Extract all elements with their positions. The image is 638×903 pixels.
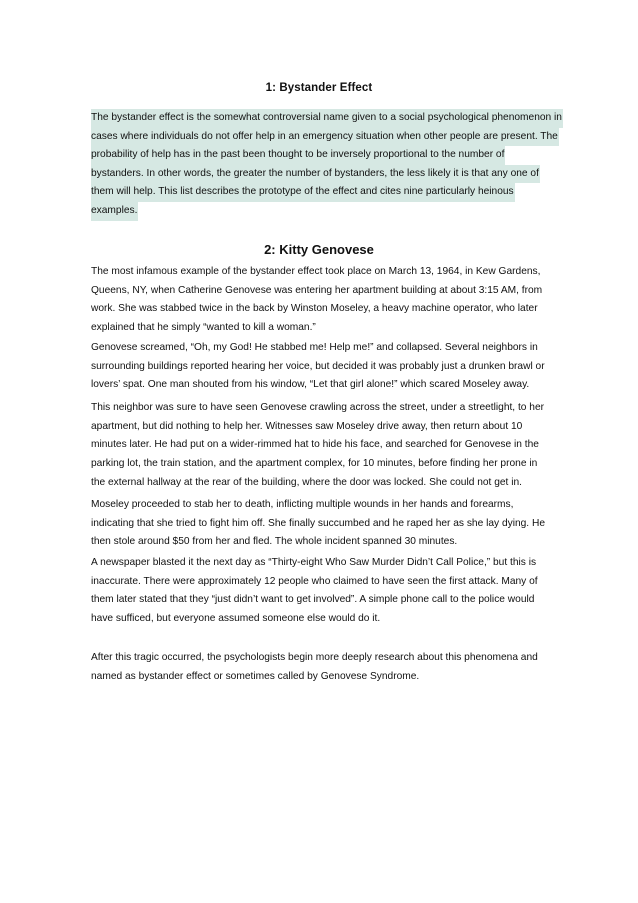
body-paragraph bbox=[91, 263, 594, 338]
text-line: minutes later. He had put on a wider-rimmed hat to hide his face, and searched for Genovese in the bbox=[91, 439, 539, 451]
section-title-bystander-effect: 1: Bystander Effect bbox=[265, 82, 373, 94]
text-line: Moseley proceeded to stab her to death, inflicting multiple wounds in her hands and forearms, bbox=[91, 499, 514, 510]
text-line: explained that he simply “wanted to kill a woman.” bbox=[91, 322, 316, 334]
highlighted-line: probability of help has in the past been thought to be inversely proportional to the number of bbox=[91, 146, 505, 165]
highlighted-line: examples. bbox=[91, 202, 138, 221]
body-paragraph bbox=[91, 554, 594, 629]
highlighted-line: The bystander effect is the somewhat controversial name given to a social psychological phenomenon in bbox=[91, 109, 563, 128]
text-line: lovers’ spat. One man shouted from his window, “Let that girl alone!” which scared Moseley away. bbox=[91, 379, 530, 391]
section-title-kitty-genovese: 2: Kitty Genovese bbox=[264, 242, 374, 257]
highlighted-line: them will help. This list describes the prototype of the effect and cites nine particularly heinous bbox=[91, 183, 515, 202]
text-line: indicating that she tried to fight him off. She finally succumbed and he raped her as she lay dying. He bbox=[91, 517, 545, 529]
text-line: The most infamous example of the bystander effect took place on March 13, 1964, in Kew Gardens, bbox=[91, 266, 541, 277]
text-line: parking lot, the train station, and the apartment complex, for 10 minutes, before finding her prone in bbox=[91, 458, 538, 470]
body-paragraph bbox=[91, 649, 594, 686]
text-line: surrounding buildings reported hearing her voice, but decided it was probably just a drunken brawl or bbox=[91, 360, 545, 372]
text-line: them later stated that they “just didn’t want to get involved”. A simple phone call to the police would bbox=[91, 594, 535, 606]
text-line: This neighbor was sure to have seen Genovese crawling across the street, under a streetlight, to her bbox=[91, 402, 545, 413]
text-line: After this tragic occurred, the psychologists begin more deeply research about this phenomena and bbox=[91, 652, 538, 663]
text-line: Genovese screamed, “Oh, my God! He stabbed me! Help me!” and collapsed. Several neighbors in bbox=[91, 342, 538, 353]
text-line: Queens, NY, when Catherine Genovese was entering her apartment building at about 3:15 AM, from bbox=[91, 284, 543, 296]
text-line: have sufficed, but everyone assumed someone else would do it. bbox=[91, 613, 381, 625]
text-line: apartment, but did nothing to help her. Witnesses saw Moseley drive away, then return about 10 bbox=[91, 420, 523, 432]
text-line: then stole around $50 from her and fled. The whole incident spanned 30 minutes. bbox=[91, 536, 458, 548]
text-line: work. She was stabbed twice in the back by Winston Moseley, a heavy machine operator, who later bbox=[91, 303, 538, 315]
highlighted-intro-paragraph bbox=[91, 109, 594, 221]
text-line: named as bystander effect or sometimes called by Genovese Syndrome. bbox=[91, 670, 420, 682]
body-paragraph bbox=[91, 399, 594, 493]
body-paragraph bbox=[91, 339, 594, 395]
highlighted-line: bystanders. In other words, the greater the number of bystanders, the less likely it is that any one of bbox=[91, 165, 540, 184]
text-line: inaccurate. There were approximately 12 people who claimed to have seen the first attack. Many of bbox=[91, 575, 538, 587]
highlighted-line: cases where individuals do not offer help in an emergency situation when other people are present. The bbox=[91, 128, 559, 147]
body-paragraph bbox=[91, 496, 594, 552]
text-line: the external hallway at the rear of the building, where the door was locked. She could not get in. bbox=[91, 476, 522, 488]
text-line: A newspaper blasted it the next day as “Thirty-eight Who Saw Murder Didn’t Call Police,” but this is bbox=[91, 557, 537, 568]
